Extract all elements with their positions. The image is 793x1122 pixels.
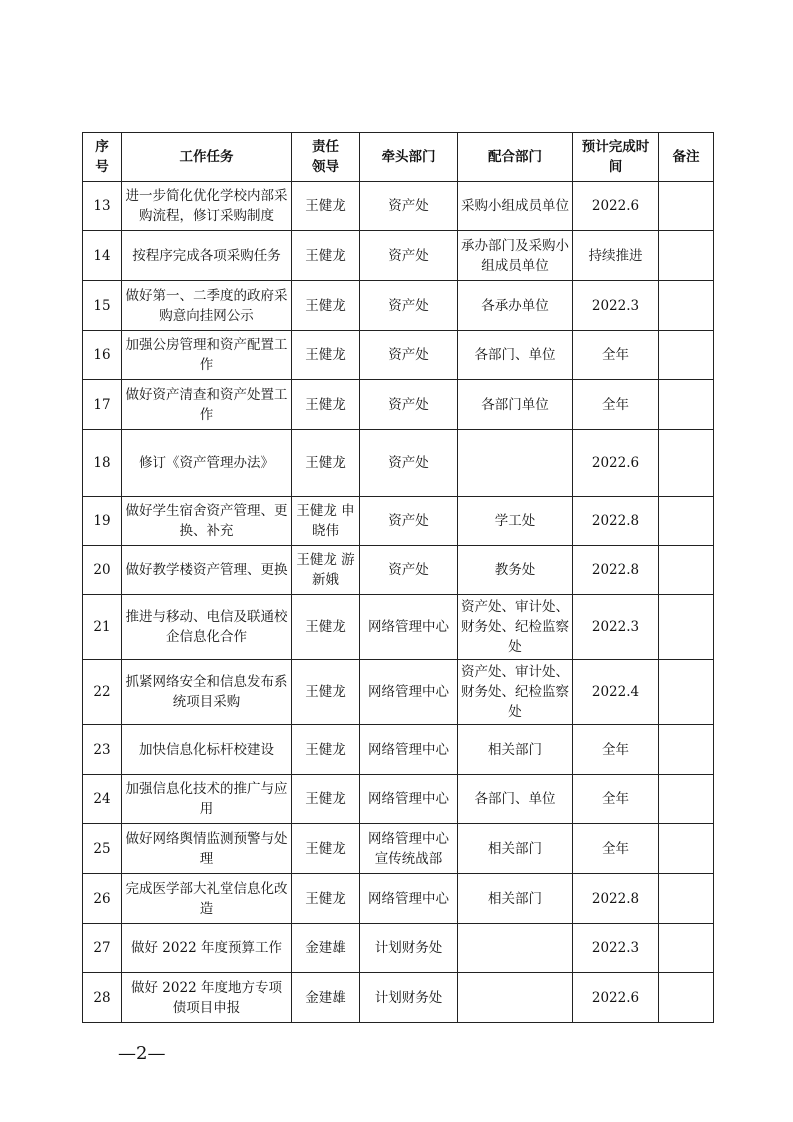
cell-due: 2022.4 [573, 660, 659, 725]
cell-coop-dept: 学工处 [458, 497, 573, 546]
cell-due: 全年 [573, 331, 659, 380]
cell-coop-dept: 各部门单位 [458, 380, 573, 430]
cell-due: 全年 [573, 824, 659, 874]
cell-leader: 王健龙 [292, 231, 360, 281]
cell-task: 抓紧网络安全和信息发布系统项目采购 [122, 660, 292, 725]
header-due: 预计完成时间 [573, 133, 659, 182]
cell-leader: 王健龙 游新娥 [292, 546, 360, 595]
cell-task: 加强公房管理和资产配置工作 [122, 331, 292, 380]
cell-lead-dept: 资产处 [360, 331, 458, 380]
cell-leader: 王健龙 [292, 331, 360, 380]
cell-task: 加快信息化标杆校建设 [122, 725, 292, 775]
cell-leader: 王健龙 [292, 595, 360, 660]
cell-lead-dept: 计划财务处 [360, 973, 458, 1023]
cell-leader: 王健龙 [292, 660, 360, 725]
cell-coop-dept [458, 973, 573, 1023]
cell-task: 做好 2022 年度预算工作 [122, 924, 292, 973]
cell-due: 2022.8 [573, 546, 659, 595]
table-row [83, 182, 714, 231]
cell-note [659, 924, 714, 973]
cell-lead-dept: 资产处 [360, 497, 458, 546]
table-row [83, 874, 714, 924]
table-row [83, 973, 714, 1023]
cell-note [659, 182, 714, 231]
cell-task: 做好教学楼资产管理、更换 [122, 546, 292, 595]
cell-leader: 王健龙 [292, 775, 360, 824]
cell-task: 做好第一、二季度的政府采购意向挂网公示 [122, 281, 292, 331]
cell-leader: 王健龙 [292, 874, 360, 924]
cell-lead-dept: 网络管理中心 宣传统战部 [360, 824, 458, 874]
header-lead-dept: 牵头部门 [360, 133, 458, 182]
cell-leader: 王健龙 [292, 182, 360, 231]
cell-note [659, 775, 714, 824]
cell-due: 2022.3 [573, 924, 659, 973]
cell-coop-dept: 资产处、审计处、财务处、纪检监察处 [458, 595, 573, 660]
table-row [83, 775, 714, 824]
cell-note [659, 497, 714, 546]
cell-coop-dept: 相关部门 [458, 824, 573, 874]
table-row [83, 331, 714, 380]
cell-note [659, 725, 714, 775]
table-row [83, 430, 714, 497]
cell-due: 2022.6 [573, 430, 659, 497]
cell-leader: 王健龙 [292, 281, 360, 331]
cell-due: 2022.8 [573, 497, 659, 546]
cell-seq: 17 [83, 380, 122, 430]
cell-coop-dept: 资产处、审计处、财务处、纪检监察处 [458, 660, 573, 725]
cell-seq: 18 [83, 430, 122, 497]
cell-seq: 19 [83, 497, 122, 546]
cell-due: 2022.6 [573, 973, 659, 1023]
cell-due: 全年 [573, 380, 659, 430]
cell-lead-dept: 网络管理中心 [360, 595, 458, 660]
cell-lead-dept: 网络管理中心 [360, 775, 458, 824]
cell-note [659, 824, 714, 874]
table-row [83, 595, 714, 660]
cell-lead-dept: 资产处 [360, 231, 458, 281]
table-row [83, 924, 714, 973]
cell-task: 做好资产清查和资产处置工作 [122, 380, 292, 430]
cell-leader: 金建雄 [292, 924, 360, 973]
cell-coop-dept: 各部门、单位 [458, 775, 573, 824]
table-row [83, 231, 714, 281]
cell-task: 推进与移动、电信及联通校企信息化合作 [122, 595, 292, 660]
table-row [83, 725, 714, 775]
cell-due: 持续推进 [573, 231, 659, 281]
page-number: —2— [118, 1043, 166, 1064]
cell-note [659, 874, 714, 924]
table-row [83, 824, 714, 874]
cell-coop-dept: 采购小组成员单位 [458, 182, 573, 231]
cell-seq: 13 [83, 182, 122, 231]
cell-note [659, 380, 714, 430]
cell-seq: 23 [83, 725, 122, 775]
cell-lead-dept: 资产处 [360, 281, 458, 331]
cell-leader: 王健龙 申晓伟 [292, 497, 360, 546]
cell-task: 加强信息化技术的推广与应用 [122, 775, 292, 824]
cell-lead-dept: 资产处 [360, 380, 458, 430]
cell-seq: 16 [83, 331, 122, 380]
task-table [82, 132, 714, 1023]
cell-due: 2022.3 [573, 281, 659, 331]
cell-seq: 22 [83, 660, 122, 725]
cell-note [659, 546, 714, 595]
cell-coop-dept: 各承办单位 [458, 281, 573, 331]
cell-lead-dept: 网络管理中心 [360, 660, 458, 725]
table-row [83, 281, 714, 331]
cell-leader: 王健龙 [292, 824, 360, 874]
cell-task: 做好 2022 年度地方专项债项目申报 [122, 973, 292, 1023]
header-leader: 责任领导 [292, 133, 360, 182]
header-seq: 序号 [83, 133, 122, 182]
cell-note [659, 973, 714, 1023]
cell-coop-dept [458, 430, 573, 497]
cell-lead-dept: 网络管理中心 [360, 725, 458, 775]
cell-coop-dept: 承办部门及采购小组成员单位 [458, 231, 573, 281]
header-task: 工作任务 [122, 133, 292, 182]
cell-note [659, 595, 714, 660]
cell-seq: 28 [83, 973, 122, 1023]
cell-lead-dept: 计划财务处 [360, 924, 458, 973]
cell-coop-dept: 教务处 [458, 546, 573, 595]
cell-task: 完成医学部大礼堂信息化改造 [122, 874, 292, 924]
cell-seq: 21 [83, 595, 122, 660]
cell-due: 2022.6 [573, 182, 659, 231]
cell-leader: 王健龙 [292, 725, 360, 775]
cell-leader: 王健龙 [292, 380, 360, 430]
header-coop-dept: 配合部门 [458, 133, 573, 182]
cell-due: 全年 [573, 725, 659, 775]
cell-due: 2022.3 [573, 595, 659, 660]
table-row [83, 546, 714, 595]
cell-due: 全年 [573, 775, 659, 824]
cell-lead-dept: 资产处 [360, 546, 458, 595]
cell-seq: 27 [83, 924, 122, 973]
cell-lead-dept: 资产处 [360, 182, 458, 231]
cell-coop-dept: 相关部门 [458, 725, 573, 775]
cell-coop-dept [458, 924, 573, 973]
table-body [83, 182, 714, 1023]
cell-task: 按程序完成各项采购任务 [122, 231, 292, 281]
cell-note [659, 281, 714, 331]
cell-seq: 14 [83, 231, 122, 281]
cell-note [659, 430, 714, 497]
cell-coop-dept: 相关部门 [458, 874, 573, 924]
cell-seq: 24 [83, 775, 122, 824]
cell-seq: 20 [83, 546, 122, 595]
header-row [83, 133, 714, 182]
cell-leader: 金建雄 [292, 973, 360, 1023]
table-row [83, 497, 714, 546]
cell-task: 做好网络舆情监测预警与处理 [122, 824, 292, 874]
cell-lead-dept: 网络管理中心 [360, 874, 458, 924]
cell-due: 2022.8 [573, 874, 659, 924]
cell-note [659, 231, 714, 281]
cell-seq: 26 [83, 874, 122, 924]
cell-lead-dept: 资产处 [360, 430, 458, 497]
cell-seq: 25 [83, 824, 122, 874]
header-note: 备注 [659, 133, 714, 182]
cell-note [659, 331, 714, 380]
cell-task: 进一步简化优化学校内部采购流程，修订采购制度 [122, 182, 292, 231]
cell-task: 做好学生宿舍资产管理、更换、补充 [122, 497, 292, 546]
cell-note [659, 660, 714, 725]
cell-coop-dept: 各部门、单位 [458, 331, 573, 380]
table-row [83, 380, 714, 430]
cell-leader: 王健龙 [292, 430, 360, 497]
cell-task: 修订《资产管理办法》 [122, 430, 292, 497]
table-row [83, 660, 714, 725]
cell-seq: 15 [83, 281, 122, 331]
